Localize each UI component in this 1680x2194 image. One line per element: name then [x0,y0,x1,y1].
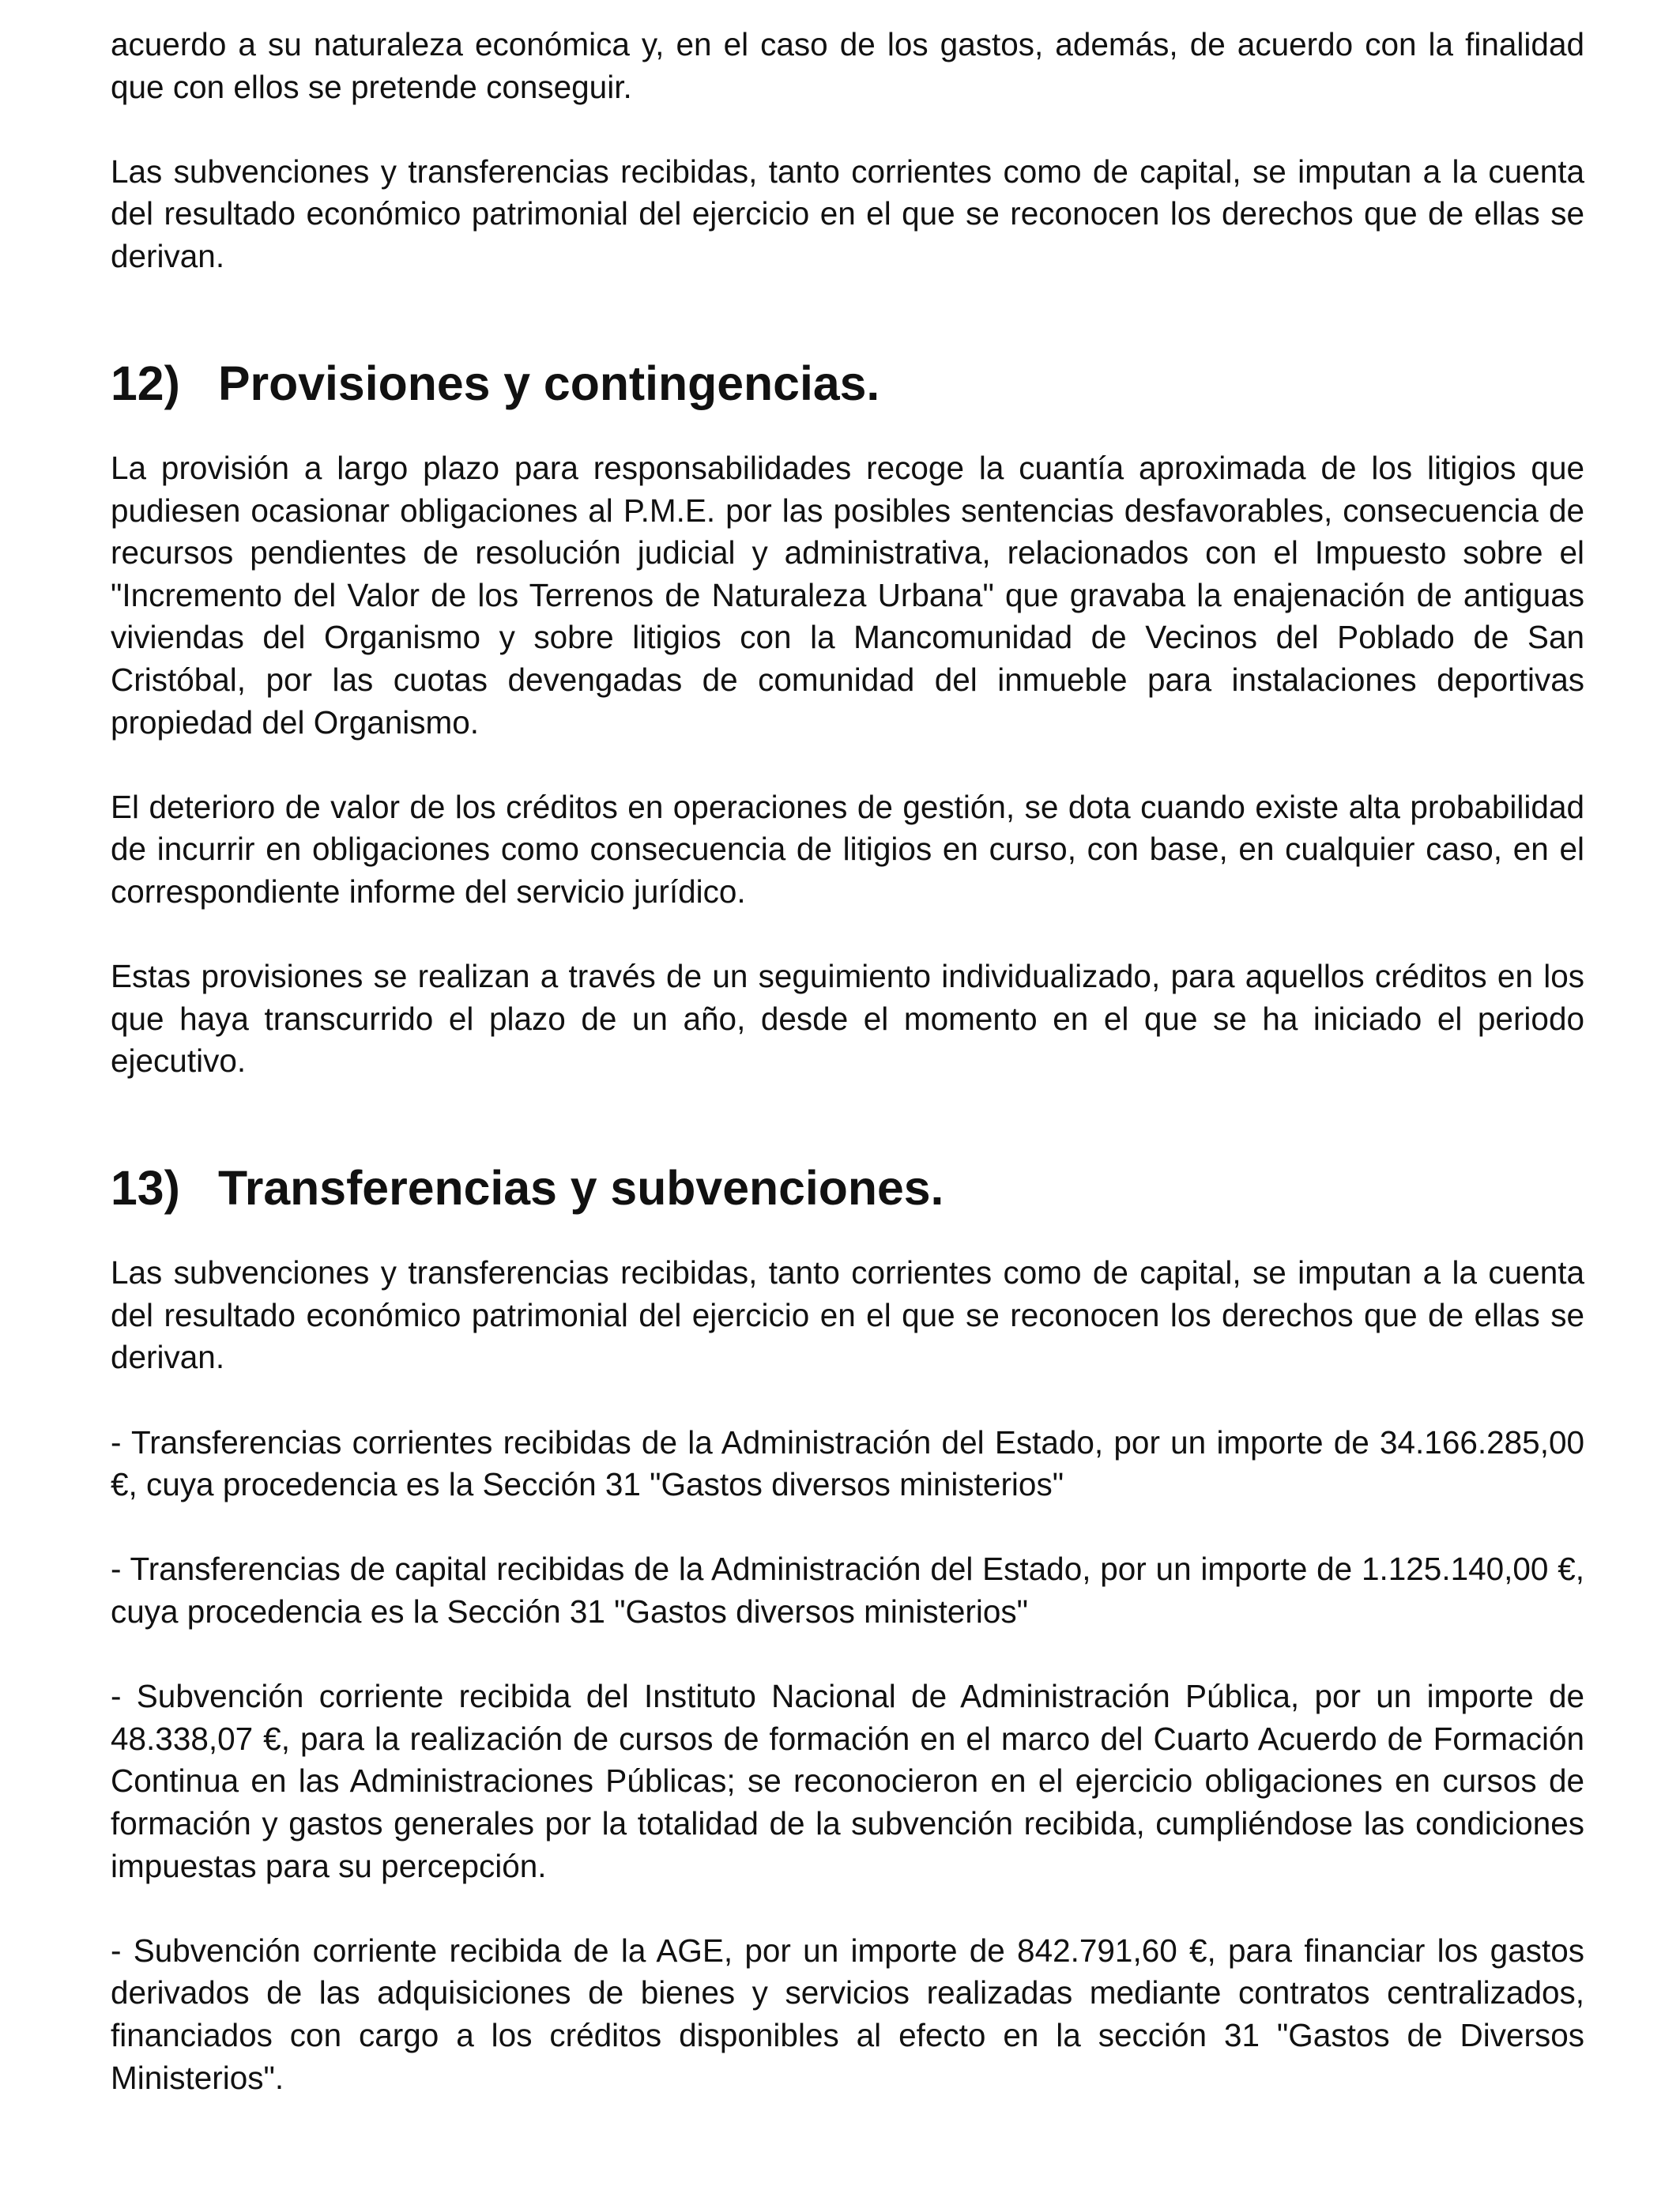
section-12-paragraph-3: Estas provisiones se realizan a través de un seguimiento individualizado, para aquellos créditos en los que haya transcurrido el plazo de un año, desde el momento en el que se ha iniciado el periodo ejecutivo. [111,958,1584,1080]
section-12-number: 12) [111,356,180,410]
section-13-paragraph-4: - Subvención corriente recibida del Instituto Nacional de Administración Pública, por un importe de 48.338,07 €, para la realización de cursos de formación en el marco del Cuarto Acuerdo de Formación Continua en las Administraciones Públicas; se reconocieron en el ejercicio obligaciones en cursos de formación y gastos generales por la totalidad de la subvención recibida, cumpliéndose las condiciones impuestas para su percepción. [111,1678,1584,1884]
section-13-paragraph-5: - Subvención corriente recibida de la AGE, por un importe de 842.791,60 €, para financiar los gastos derivados de las adquisiciones de bienes y servicios realizadas mediante contratos centralizados, financiados con cargo a los créditos disponibles al efecto en la sección 31 "Gastos de Diversos Ministerios". [111,1932,1584,2096]
section-13-paragraph-2: - Transferencias corrientes recibidas de la Administración del Estado, por un importe de 34.166.285,00 €, cuya procedencia es la Sección 31 "Gastos diversos ministerios" [111,1423,1584,1503]
document-page [111,24,1584,2099]
section-13-number: 13) [111,1161,180,1216]
intro-paragraph-2: Las subvenciones y transferencias recibidas, tanto corrientes como de capital, se imputan a la cuenta del resultado económico patrimonial del ejercicio en el que se reconocen los derechos que de ellas se derivan. [111,153,1584,274]
section-12-title: Provisiones y contingencias. [218,356,880,410]
section-12-heading [111,356,1584,410]
section-12-paragraph-2: El deterioro de valor de los créditos en operaciones de gestión, se dota cuando existe alta probabilidad de incurrir en obligaciones como consecuencia de litigios en curso, con base, en cualquier caso, en el correspondiente informe del servicio jurídico. [111,788,1584,910]
intro-paragraph-1: acuerdo a su naturaleza económica y, en el caso de los gastos, además, de acuerdo con la finalidad que con ellos se pretende conseguir. [111,26,1584,105]
section-13-paragraph-3: - Transferencias de capital recibidas de la Administración del Estado, por un importe de 1.125.140,00 €, cuya procedencia es la Sección 31 "Gastos diversos ministerios" [111,1551,1584,1630]
section-13-title: Transferencias y subvenciones. [218,1161,944,1216]
section-13-heading [111,1161,1584,1216]
section-12-paragraph-1: La provisión a largo plazo para responsabilidades recoge la cuantía aproximada de los litigios que pudiesen ocasionar obligaciones al P.M.E. por las posibles sentencias desfavorables, consecuencia de recursos pendientes de resolución judicial y administrativa, relacionados con el Impuesto sobre el "Incremento del Valor de los Terrenos de Naturaleza Urbana" que gravaba la enajenación de antiguas viviendas del Organismo y sobre litigios con la Mancomunidad de Vecinos del Poblado de San Cristóbal, por las cuotas devengadas de comunidad del inmueble para instalaciones deportivas propiedad del Organismo. [111,449,1584,741]
section-13-paragraph-1: Las subvenciones y transferencias recibidas, tanto corrientes como de capital, se imputan a la cuenta del resultado económico patrimonial del ejercicio en el que se reconocen los derechos que de ellas se derivan. [111,1254,1584,1376]
